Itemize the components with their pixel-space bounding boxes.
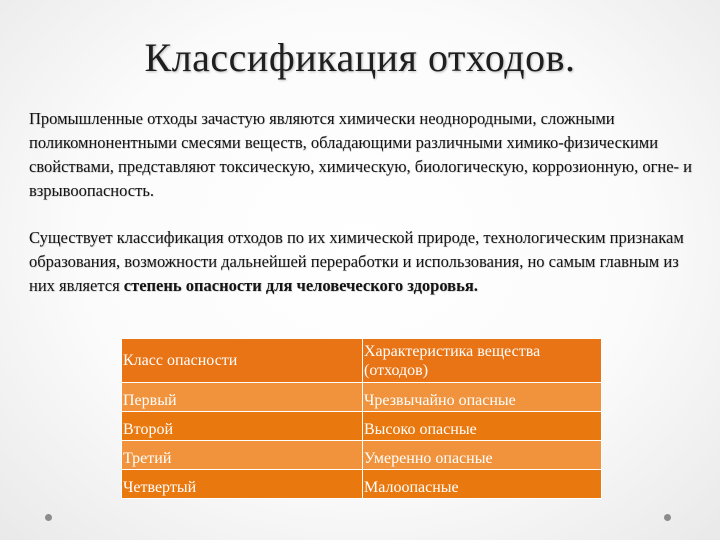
table-row xyxy=(122,412,602,441)
table-cell-characteristic: Малоопасные xyxy=(363,470,602,499)
paragraph-industrial-waste: Промышленные отходы зачастую являются химически неоднородными, сложными поликомнонентными смесями веществ, обладающими различными химико-физическими свойствами, представляют токсическую, химическую, биологическую, коррозионную, огне- и взрывоопасность. xyxy=(29,109,692,200)
paragraph-classification-bold: степень опасности для человеческого здоровья. xyxy=(123,276,478,295)
table-cell-class: Второй xyxy=(122,412,363,441)
table-cell-class: Третий xyxy=(122,441,363,470)
hazard-class-table xyxy=(121,338,602,499)
table-cell-characteristic: Чрезвычайно опасные xyxy=(363,383,602,412)
table-cell-class: Четвертый xyxy=(122,470,363,499)
paragraph-classification-text: Существует классификация отходов по их химической природе, технологическим признакам образования, возможности дальнейшей переработки и использования, но самым главным из них является xyxy=(29,228,684,295)
table-row xyxy=(122,441,602,470)
table-header-row xyxy=(122,339,602,383)
table-cell-characteristic: Высоко опасные xyxy=(363,412,602,441)
table-row xyxy=(122,470,602,499)
table-cell-class: Первый xyxy=(122,383,363,412)
table-header-class: Класс опасности xyxy=(122,339,363,383)
table-row xyxy=(122,383,602,412)
paragraph-classification xyxy=(29,226,699,298)
decorative-dot-right xyxy=(664,514,671,521)
table-header-characteristic: Характеристика вещества (отходов) xyxy=(363,339,602,383)
table-cell-characteristic: Умеренно опасные xyxy=(363,441,602,470)
slide-title: Классификация отходов. xyxy=(144,35,576,80)
decorative-dot-left xyxy=(45,514,52,521)
